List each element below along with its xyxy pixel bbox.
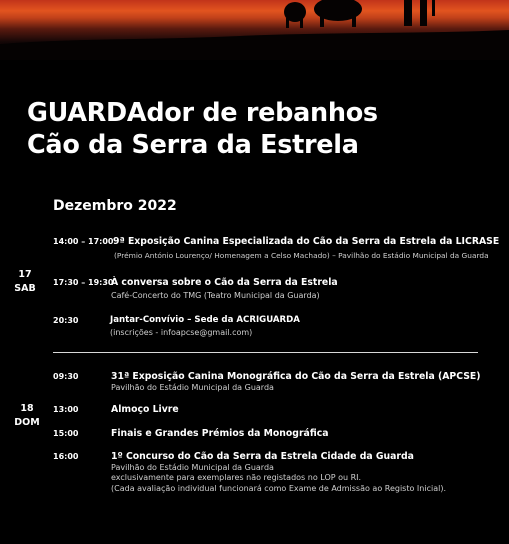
event-name: Finais e Grandes Prémios da Monográfica [111, 428, 329, 439]
month-heading: Dezembro 2022 [53, 198, 177, 214]
event-time: 17:30 – 19:30 [53, 278, 114, 287]
sunset-header-image [0, 0, 509, 60]
day-divider [53, 352, 478, 353]
day-weekday: DOM [14, 417, 40, 428]
event-time: 13:00 [53, 405, 79, 414]
event-detail: Café-Concerto do TMG (Teatro Municipal da Guarda) [111, 291, 320, 300]
event-detail: exclusivamente para exemplares não registados no LOP ou RI. [111, 473, 362, 482]
event-name: Almoço Livre [111, 404, 179, 415]
event-detail: (Prémio António Lourenço/ Homenagem a Celso Machado) – Pavilhão do Estádio Municipal da Guarda [114, 251, 489, 260]
page-title-line-1: GUARDAdor de rebanhos [27, 98, 378, 128]
event-detail: Pavilhão do Estádio Municipal da Guarda [111, 463, 274, 472]
event-time: 09:30 [53, 372, 79, 381]
event-time: 20:30 [53, 316, 79, 325]
day-label-17 [0, 268, 50, 296]
event-detail: Pavilhão do Estádio Municipal da Guarda [111, 383, 274, 392]
day-number: 17 [18, 269, 32, 280]
day-weekday: SAB [14, 283, 36, 294]
event-detail: (inscrições - infoapcse@gmail.com) [110, 328, 253, 337]
event-time: 15:00 [53, 429, 79, 438]
sheep-silhouette-icon [0, 0, 509, 60]
event-name: 1º Concurso do Cão da Serra da Estrela Cidade da Guarda [111, 451, 414, 462]
event-time: 14:00 – 17:00 [53, 237, 114, 246]
day-number: 18 [20, 403, 34, 414]
event-time: 16:00 [53, 452, 79, 461]
event-name: 9ª Exposição Canina Especializada do Cão da Serra da Estrela da LICRASE [113, 236, 500, 247]
event-detail: (Cada avaliação individual funcionará como Exame de Admissão ao Registo Inicial). [111, 484, 446, 493]
page-title [27, 97, 378, 161]
page-title-line-2: Cão da Serra da Estrela [27, 130, 359, 160]
day-label-18 [2, 402, 52, 430]
event-name: À conversa sobre o Cão da Serra da Estrela [111, 277, 338, 288]
event-name: 31ª Exposição Canina Monográfica do Cão da Serra da Estrela (APCSE) [111, 371, 481, 382]
event-name: Jantar-Convívio – Sede da ACRIGUARDA [110, 315, 300, 325]
